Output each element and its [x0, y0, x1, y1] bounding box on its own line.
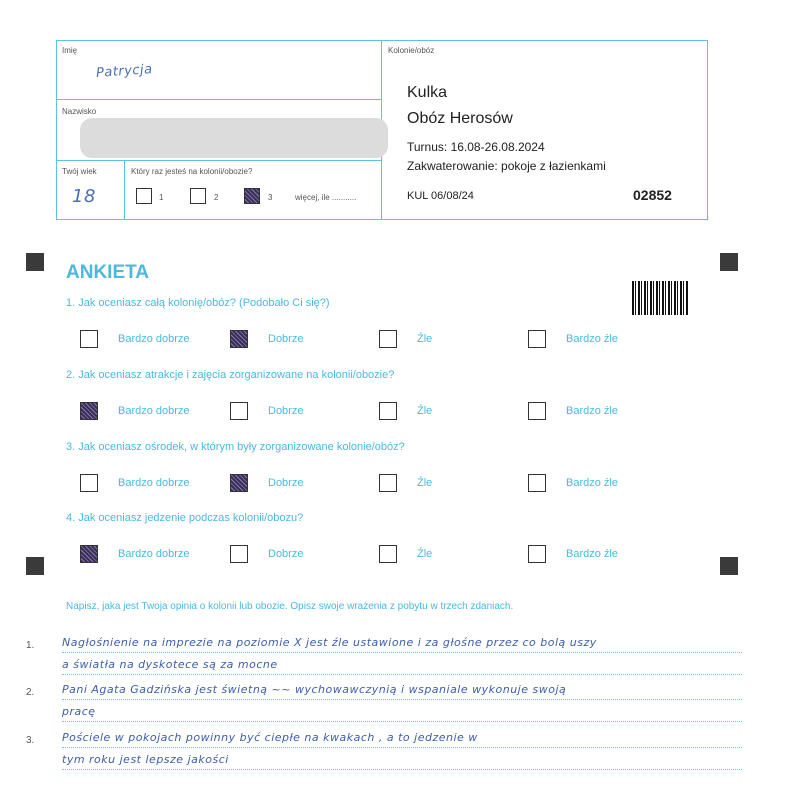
barcode	[632, 281, 688, 315]
question-3-option-label: Dobrze	[268, 477, 304, 489]
imie-label: Imię	[62, 46, 78, 55]
question-1-checkbox-3[interactable]	[379, 330, 397, 348]
question-3-text: 3. Jak oceniasz ośrodek, w którym były zorganizowane kolonie/obóz?	[66, 441, 405, 453]
ktory-raz-checkbox-2[interactable]	[190, 188, 206, 204]
question-1-option-label: Bardzo dobrze	[118, 333, 190, 345]
question-1-checkbox-1[interactable]	[80, 330, 98, 348]
registration-marker-bottom-left	[26, 557, 44, 575]
header-divider-h2	[56, 160, 381, 161]
question-4-option-label: Źle	[417, 548, 433, 560]
question-1-option-label: Dobrze	[268, 333, 304, 345]
registration-marker-bottom-right	[720, 557, 738, 575]
question-4-option-label: Dobrze	[268, 548, 304, 560]
camp-subtitle: Obóz Herosów	[407, 110, 513, 127]
question-2-checkbox-2[interactable]	[230, 402, 248, 420]
question-1-text: 1. Jak oceniasz całą kolonię/obóz? (Podobało Ci się?)	[66, 297, 330, 309]
wiek-value: 18	[72, 186, 96, 207]
opinion-line-number: 2.	[26, 687, 35, 698]
zakwaterowanie: Zakwaterowanie: pokoje z łazienkami	[407, 159, 606, 173]
registration-marker-top-right	[720, 253, 738, 271]
question-2-option-label: Bardzo dobrze	[118, 405, 190, 417]
opinion-line-number: 1.	[26, 640, 35, 651]
camp-number: 02852	[633, 187, 672, 203]
opinion-handwritten-line: Nagłośnienie na imprezie na poziomie X jest źle ustawione i za głośne przez co bolą uszy	[62, 636, 742, 653]
question-2-checkbox-3[interactable]	[379, 402, 397, 420]
question-4-checkbox-4[interactable]	[528, 545, 546, 563]
camp-name: Kulka	[407, 84, 448, 101]
ktory-raz-option-3: 3	[268, 193, 273, 202]
ktory-raz-checkbox-3[interactable]	[244, 188, 260, 204]
question-3-option-label: Bardzo źle	[566, 477, 618, 489]
question-2-text: 2. Jak oceniasz atrakcje i zajęcia zorganizowane na kolonii/obozie?	[66, 369, 395, 381]
registration-marker-top-left	[26, 253, 44, 271]
nazwisko-label: Nazwisko	[62, 107, 97, 116]
opinion-handwritten-line: pracę	[62, 705, 742, 722]
nazwisko-redacted	[80, 118, 388, 158]
question-4-option-label: Bardzo dobrze	[118, 548, 190, 560]
header-divider-h1	[56, 99, 381, 100]
question-1-option-label: Bardzo źle	[566, 333, 618, 345]
question-4-checkbox-3[interactable]	[379, 545, 397, 563]
question-4-option-label: Bardzo źle	[566, 548, 618, 560]
opinion-handwritten-line: Pani Agata Gadzińska jest świetną ~~ wychowawczynią i wspaniale wykonuje swoją	[62, 683, 742, 700]
wiek-label: Twój wiek	[62, 167, 97, 176]
question-1-checkbox-2[interactable]	[230, 330, 248, 348]
question-2-checkbox-4[interactable]	[528, 402, 546, 420]
ktory-raz-checkbox-1[interactable]	[136, 188, 152, 204]
question-3-checkbox-1[interactable]	[80, 474, 98, 492]
ktory-raz-option-2: 2	[214, 193, 219, 202]
question-3-option-label: Źle	[417, 477, 433, 489]
kolonie-label: Kolonie/obóz	[388, 46, 435, 55]
question-3-option-label: Bardzo dobrze	[118, 477, 190, 489]
question-4-text: 4. Jak oceniasz jedzenie podczas kolonii/obozu?	[66, 512, 304, 524]
question-2-option-label: Bardzo źle	[566, 405, 618, 417]
question-2-checkbox-1[interactable]	[80, 402, 98, 420]
question-4-checkbox-2[interactable]	[230, 545, 248, 563]
ktory-raz-option-1: 1	[159, 193, 164, 202]
question-2-option-label: Dobrze	[268, 405, 304, 417]
question-4-checkbox-1[interactable]	[80, 545, 98, 563]
turnus: Turnus: 16.08-26.08.2024	[407, 140, 545, 154]
camp-code: KUL 06/08/24	[407, 190, 474, 202]
question-1-checkbox-4[interactable]	[528, 330, 546, 348]
opinion-handwritten-line: tym roku jest lepsze jakości	[62, 753, 742, 770]
opinion-handwritten-line: a światła na dyskotece są za mocne	[62, 658, 742, 675]
question-3-checkbox-3[interactable]	[379, 474, 397, 492]
ankieta-title: ANKIETA	[66, 262, 150, 283]
imie-value: Patrycja	[95, 62, 154, 81]
question-3-checkbox-2[interactable]	[230, 474, 248, 492]
header-divider-age	[124, 160, 125, 220]
opinion-prompt: Napisz, jaka jest Twoja opinia o kolonii lub obozie. Opisz swoje wrażenia z pobytu w trzech zdaniach.	[66, 601, 514, 612]
opinion-line-number: 3.	[26, 735, 35, 746]
question-2-option-label: Źle	[417, 405, 433, 417]
ktory-raz-option-wiecej: więcej, ile ...........	[295, 193, 357, 202]
opinion-handwritten-line: Pościele w pokojach powinny być ciepłe na kwakach , a to jedzenie w	[62, 731, 742, 748]
question-1-option-label: Źle	[417, 333, 433, 345]
question-3-checkbox-4[interactable]	[528, 474, 546, 492]
ktory-raz-label: Który raz jesteś na kolonii/obozie?	[131, 167, 253, 176]
